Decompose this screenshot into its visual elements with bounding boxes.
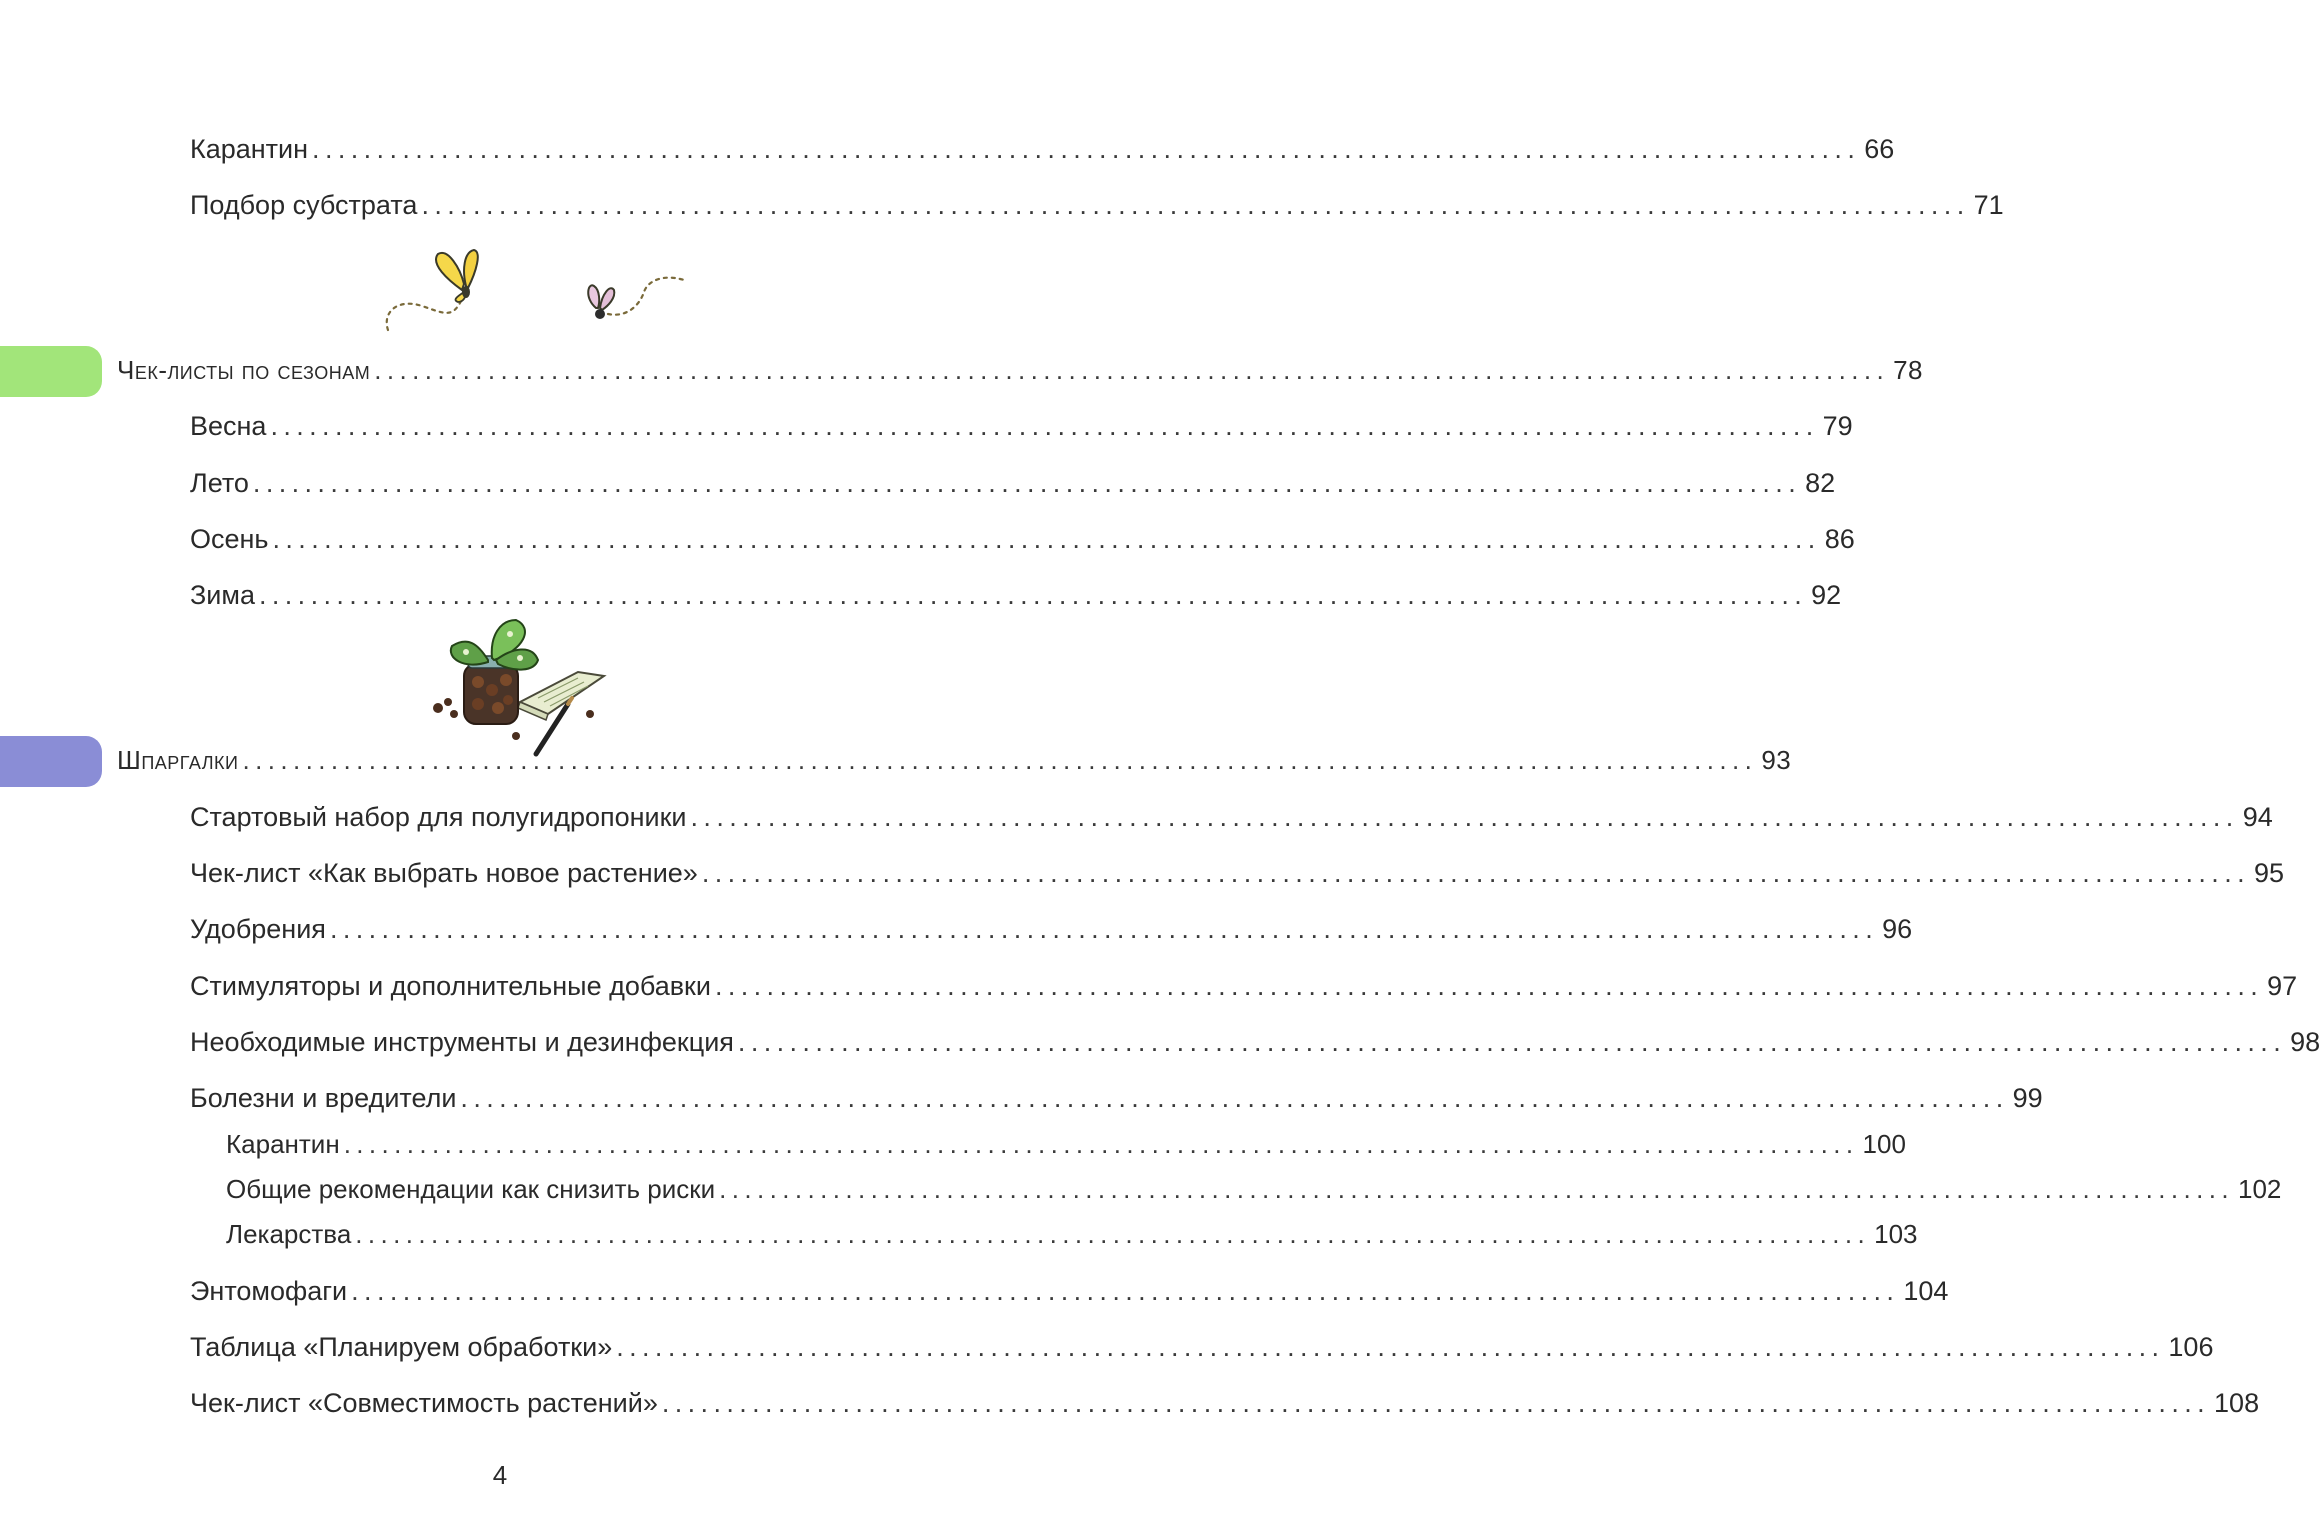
toc-leader-dots: ........................................................................................................................: [374, 355, 1890, 385]
toc-leader-dots: ........................................................................................................................: [312, 134, 1861, 164]
toc-leader-dots: ........................................................................................................................: [719, 1174, 2234, 1204]
toc-subentry[interactable]: [226, 1127, 1906, 1161]
toc-entry-page: 106: [2168, 1332, 2214, 1362]
toc-leader-dots: ........................................................................................................................: [351, 1276, 1900, 1306]
toc-section-seasons[interactable]: [117, 353, 1923, 387]
toc-leader-dots: ........................................................................................................................: [355, 1219, 1871, 1249]
toc-entry[interactable]: [190, 578, 1842, 612]
toc-leader-dots: ........................................................................................................................: [272, 524, 1821, 554]
toc-entry-title: Лето: [190, 468, 249, 498]
toc-entry-title: Осень: [190, 524, 269, 554]
section-title: Шпаргалки: [117, 745, 239, 775]
toc-entry[interactable]: [190, 132, 1895, 166]
toc-entry-title: Чек-лист «Как выбрать новое растение»: [190, 858, 698, 888]
section-tab-seasons: [0, 346, 102, 397]
toc-subentry[interactable]: [226, 1172, 2282, 1206]
toc-leader-dots: ........................................................................................................................: [690, 802, 2239, 832]
toc-entry[interactable]: [190, 856, 2285, 890]
toc-leader-dots: ........................................................................................................................: [343, 1129, 1859, 1159]
toc-entry-page: 78: [1893, 355, 1923, 385]
toc-entry-page: 98: [2290, 1027, 2320, 1057]
toc-entry-title: Общие рекомендации как снизить риски: [226, 1174, 716, 1204]
toc-entry-page: 86: [1824, 524, 1855, 554]
toc-entry-page: 79: [1822, 411, 1853, 441]
toc-entry-title: Лекарства: [226, 1219, 352, 1249]
toc-entry-title: Чек-лист «Совместимость растений»: [190, 1388, 658, 1418]
toc-entry-page: 102: [2237, 1174, 2282, 1204]
toc-entry-page: 95: [2254, 858, 2285, 888]
page-number: 4: [492, 1460, 508, 1490]
toc-leader-dots: ........................................................................................................................: [661, 1388, 2211, 1418]
toc-entry-title: Зима: [190, 580, 255, 610]
toc-entry[interactable]: [190, 1330, 2214, 1364]
toc-entry-title: Болезни и вредители: [190, 1083, 457, 1113]
toc-leader-dots: ........................................................................................................................: [460, 1083, 2009, 1113]
toc-entry-title: Стартовый набор для полугидропоники: [190, 802, 687, 832]
toc-entry[interactable]: [190, 1081, 2043, 1115]
toc-leader-dots: ........................................................................................................................: [714, 971, 2264, 1001]
toc-entry-title: Стимуляторы и дополнительные добавки: [190, 971, 711, 1001]
toc-entry-title: Удобрения: [190, 914, 326, 944]
toc-entry[interactable]: [190, 800, 2273, 834]
toc-entry-page: 99: [2012, 1083, 2043, 1113]
toc-leader-dots: ........................................................................................................................: [701, 858, 2251, 888]
section-title: Чек-листы по сезонам: [117, 355, 371, 385]
plant-jar-notebook-illustration: [428, 614, 608, 762]
toc-entry[interactable]: [190, 409, 1853, 443]
toc-entry[interactable]: [190, 466, 1836, 500]
toc-leader-dots: ........................................................................................................................: [616, 1332, 2165, 1362]
toc-entry[interactable]: [190, 188, 2004, 222]
toc-leader-dots: ........................................................................................................................: [737, 1027, 2287, 1057]
toc-leader-dots: ........................................................................................................................: [270, 411, 1819, 441]
toc-entry[interactable]: [190, 522, 1855, 556]
toc-entry-page: 97: [2267, 971, 2298, 1001]
toc-entry[interactable]: [190, 1274, 1949, 1308]
toc-entry-page: 96: [1882, 914, 1913, 944]
toc-entry-title: Карантин: [226, 1129, 340, 1159]
toc-entry-title: Подбор субстрата: [190, 190, 418, 220]
toc-leader-dots: ........................................................................................................................: [252, 468, 1802, 498]
toc-entry-page: 92: [1811, 580, 1842, 610]
toc-leader-dots: ........................................................................................................................: [421, 190, 1970, 220]
toc-entry-page: 93: [1761, 745, 1792, 775]
toc-entry-page: 82: [1805, 468, 1836, 498]
toc-entry[interactable]: [190, 969, 2298, 1003]
toc-entry[interactable]: [190, 912, 1913, 946]
toc-entry-title: Энтомофаги: [190, 1276, 348, 1306]
toc-subentry[interactable]: [226, 1217, 1918, 1251]
toc-leader-dots: ........................................................................................................................: [329, 914, 1879, 944]
toc-entry-page: 103: [1874, 1219, 1918, 1249]
toc-entry-page: 108: [2214, 1388, 2260, 1418]
section-tab-cheatsheets: [0, 736, 102, 787]
butterflies-illustration: [378, 246, 698, 338]
toc-entry[interactable]: [190, 1025, 2320, 1059]
toc-entry-title: Карантин: [190, 134, 309, 164]
toc-entry-page: 104: [1903, 1276, 1949, 1306]
toc-entry-page: 94: [2242, 802, 2273, 832]
toc-entry[interactable]: [190, 1386, 2260, 1420]
toc-entry-title: Необходимые инструменты и дезинфекция: [190, 1027, 734, 1057]
toc-leader-dots: ........................................................................................................................: [242, 745, 1758, 775]
toc-entry-page: 66: [1864, 134, 1895, 164]
toc-entry-title: Таблица «Планируем обработки»: [190, 1332, 613, 1362]
toc-leader-dots: ........................................................................................................................: [258, 580, 1808, 610]
toc-entry-page: 71: [1973, 190, 2004, 220]
toc-entry-title: Весна: [190, 411, 267, 441]
toc-entry-page: 100: [1862, 1129, 1906, 1159]
toc-section-cheatsheets[interactable]: [117, 743, 1792, 777]
